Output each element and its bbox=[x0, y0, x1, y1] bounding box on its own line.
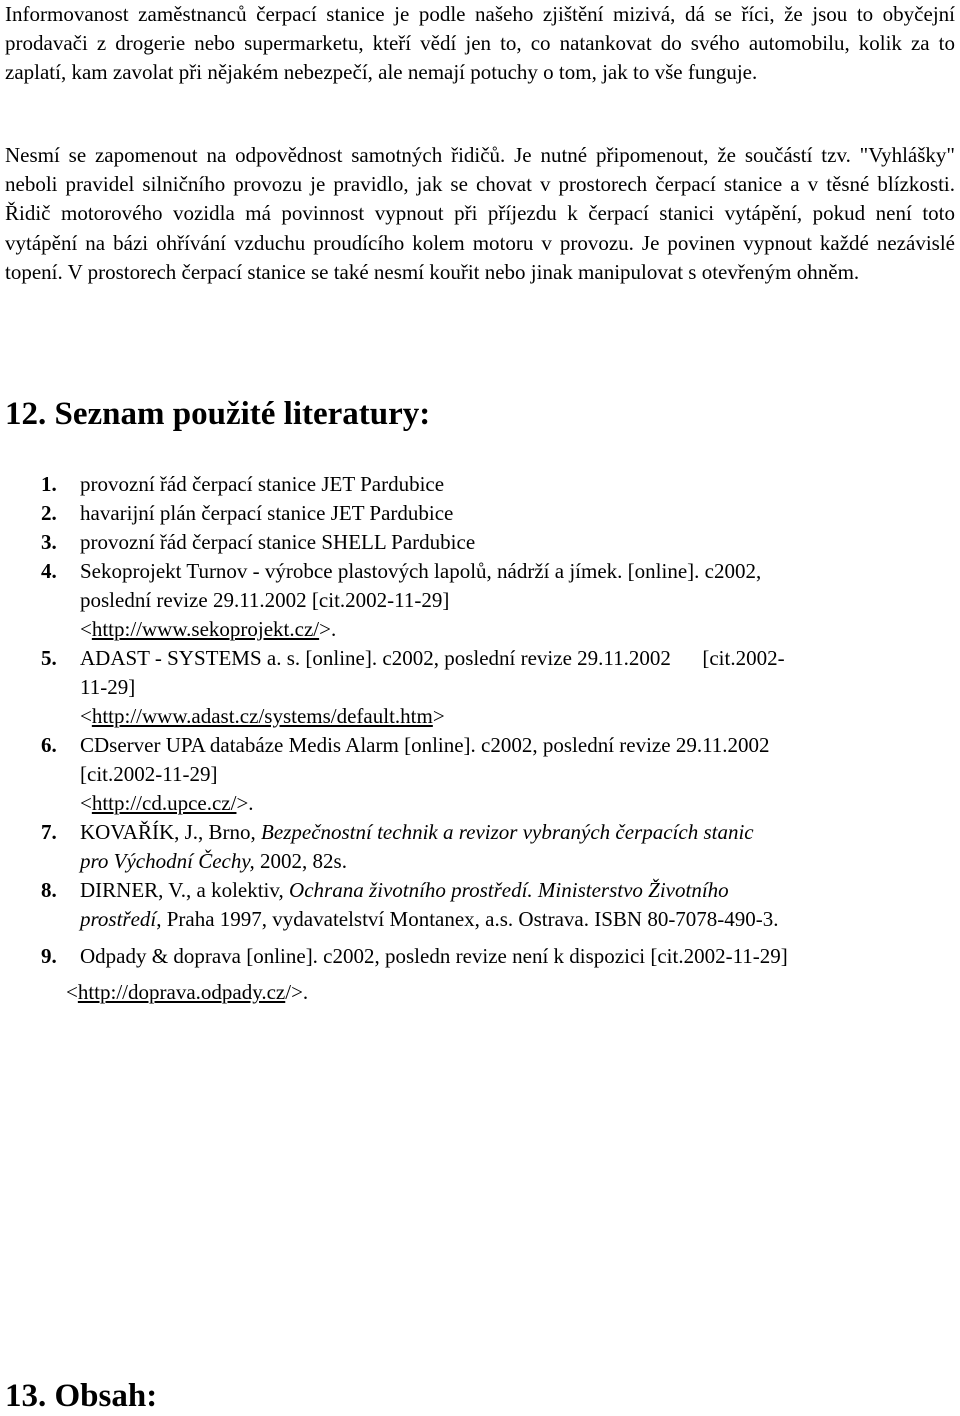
item-text-line: ADAST - SYSTEMS a. s. [online]. c2002, poslední revize 29.11.2002 [cit.2002- bbox=[80, 646, 785, 670]
item-url-line: <http://www.sekoprojekt.cz/>. bbox=[80, 617, 337, 641]
item-text-line: pro Východní Čechy, 2002, 82s. bbox=[80, 849, 347, 873]
item-number: 1. bbox=[41, 472, 57, 496]
item-text-line: KOVAŘÍK, J., Brno, Bezpečnostní technik a revizor vybraných čerpacích stanic bbox=[80, 820, 754, 844]
item-number: 2. bbox=[41, 501, 57, 525]
item-text-line: poslední revize 29.11.2002 [cit.2002-11-29] bbox=[80, 588, 450, 612]
heading-literature: 12. Seznam použité literatury: bbox=[5, 396, 431, 432]
item-text-line: prostředí, Praha 1997, vydavatelství Montanex, a.s. Ostrava. ISBN 80-7078-490-3. bbox=[80, 907, 779, 931]
item-url-line: <http://cd.upce.cz/>. bbox=[80, 791, 254, 815]
item-text-line: CDserver UPA databáze Medis Alarm [online]. c2002, poslední revize 29.11.2002 bbox=[80, 733, 770, 757]
item-text: havarijní plán čerpací stanice JET Pardubice bbox=[80, 501, 454, 525]
item-number: 5. bbox=[41, 646, 57, 670]
item-number: 6. bbox=[41, 733, 57, 757]
paragraph-driver-responsibility: Nesmí se zapomenout na odpovědnost samotných řidičů. Je nutné připomenout, že součástí tzv. "Vyhlášky" neboli pravidel silničního provozu je pravidlo, jak se chovat v prostorech čerpací stanice a v těsné blízkosti. Řidič motorového vozidla má povinnost vypnout při příjezdu k čerpací stanici vytápění, pokud není toto vytápění na bázi ohřívání vzduchu proudícího kolem motoru v provozu. Je povinen vypnout každé nezávislé topení. V prostorech čerpací stanice se také nesmí kouřit nebo jinak manipulovat s otevřeným ohněm. bbox=[5, 143, 955, 284]
bibliography-item-7 bbox=[5, 818, 945, 876]
item-url-line: <http://www.adast.cz/systems/default.htm> bbox=[80, 704, 445, 728]
bibliography-list bbox=[5, 470, 945, 1007]
item-text-line: DIRNER, V., a kolektiv, Ochrana životního prostředí. Ministerstvo Životního bbox=[80, 878, 729, 902]
item-number: 4. bbox=[41, 559, 57, 583]
adast-link[interactable]: http://www.adast.cz/systems/default.htm bbox=[91, 704, 433, 728]
heading-contents: 13. Obsah: bbox=[5, 1378, 158, 1414]
item-text: provozní řád čerpací stanice JET Pardubice bbox=[80, 472, 445, 496]
item-text-line: Sekoprojekt Turnov - výrobce plastových lapolů, nádrží a jímek. [online]. c2002, bbox=[80, 559, 762, 583]
bibliography-item-1 bbox=[5, 470, 945, 499]
item-text-line: Odpady & doprava [online]. c2002, posledn revize není k dispozici [cit.2002-11-29] bbox=[80, 944, 788, 968]
bibliography-item-4 bbox=[5, 557, 945, 644]
bibliography-item-3 bbox=[5, 528, 945, 557]
item-text-line: [cit.2002-11-29] bbox=[80, 762, 218, 786]
bibliography-item-2 bbox=[5, 499, 945, 528]
item-url-line: <http://doprava.odpady.cz/>. bbox=[66, 980, 309, 1004]
bibliography-item-6 bbox=[5, 731, 945, 818]
odpady-link[interactable]: http://doprava.odpady.cz bbox=[77, 980, 286, 1004]
item-text: provozní řád čerpací stanice SHELL Pardubice bbox=[80, 530, 476, 554]
bibliography-item-8 bbox=[5, 876, 945, 934]
paragraph-employee-awareness: Informovanost zaměstnanců čerpací stanice je podle našeho zjištění mizivá, dá se říci, že jsou to obyčejní prodavači z drogerie nebo supermarketu, kteří vědí jen to, co natankovat do svého automobilu, kolik za to zaplatí, kam zavolat při nějakém nebezpečí, ale nemají potuchy o tom, jak to vše funguje. bbox=[5, 2, 955, 85]
bibliography-item-5 bbox=[5, 644, 945, 731]
document-page bbox=[5, 0, 955, 1412]
item-number: 8. bbox=[41, 878, 57, 902]
sekoprojekt-link[interactable]: http://www.sekoprojekt.cz/ bbox=[91, 617, 320, 641]
item-number: 9. bbox=[41, 944, 57, 968]
item-number: 3. bbox=[41, 530, 57, 554]
bibliography-item-9 bbox=[5, 942, 945, 1007]
item-number: 7. bbox=[41, 820, 57, 844]
item-text-line: 11-29] bbox=[80, 675, 136, 699]
upce-link[interactable]: http://cd.upce.cz/ bbox=[91, 791, 237, 815]
